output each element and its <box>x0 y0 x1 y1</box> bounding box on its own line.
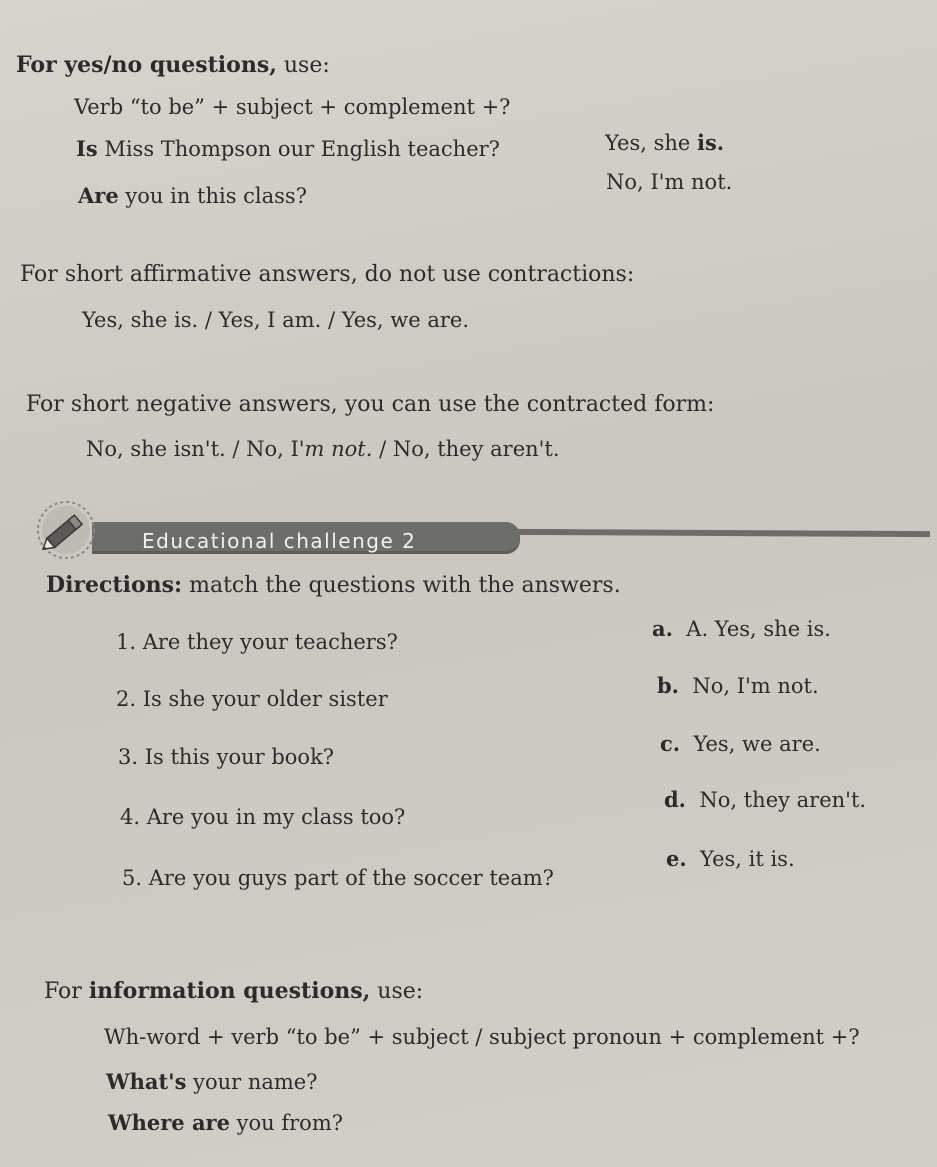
banner-divider <box>510 529 930 537</box>
yesno-answer-2: No, I'm not. <box>606 170 733 194</box>
pencil-icon <box>30 500 100 560</box>
answer-item: c. Yes, we are. <box>660 731 821 756</box>
question-item: 5. Are you guys part of the soccer team? <box>122 866 554 890</box>
question-item: 4. Are you in my class too? <box>120 805 406 829</box>
answer-item: a. A. Yes, she is. <box>652 616 831 641</box>
info-heading: For information questions, use: <box>44 978 424 1004</box>
answer-item: b. No, I'm not. <box>657 673 819 698</box>
directions: Directions: match the questions with the answers. <box>46 572 621 598</box>
answer-item: d. No, they aren't. <box>664 787 867 812</box>
yesno-answer-1: Yes, she is. <box>605 130 725 155</box>
info-formula: Wh-word + verb “to be” + subject / subject pronoun + complement +? <box>104 1025 860 1049</box>
negative-examples: No, she isn't. / No, I'm not. / No, they aren't. <box>86 437 560 461</box>
affirmative-heading: For short affirmative answers, do not use contractions: <box>20 262 635 287</box>
info-example-2: Where are you from? <box>108 1110 343 1135</box>
info-example-1: What's your name? <box>106 1069 318 1094</box>
yesno-heading: For yes/no questions, use: <box>16 52 330 78</box>
affirmative-examples: Yes, she is. / Yes, I am. / Yes, we are. <box>82 308 470 332</box>
yesno-example-1: Is Miss Thompson our English teacher? <box>76 136 500 161</box>
question-item: 3. Is this your book? <box>118 745 335 769</box>
challenge-title: Educational challenge 2 <box>142 529 417 553</box>
challenge-banner <box>30 500 930 560</box>
answer-item: e. Yes, it is. <box>666 846 795 871</box>
yesno-example-2: Are you in this class? <box>78 183 307 208</box>
negative-heading: For short negative answers, you can use the contracted form: <box>26 392 715 417</box>
question-item: 1. Are they your teachers? <box>116 630 398 654</box>
yesno-formula: Verb “to be” + subject + complement +? <box>74 95 511 119</box>
question-item: 2. Is she your older sister <box>116 687 388 711</box>
